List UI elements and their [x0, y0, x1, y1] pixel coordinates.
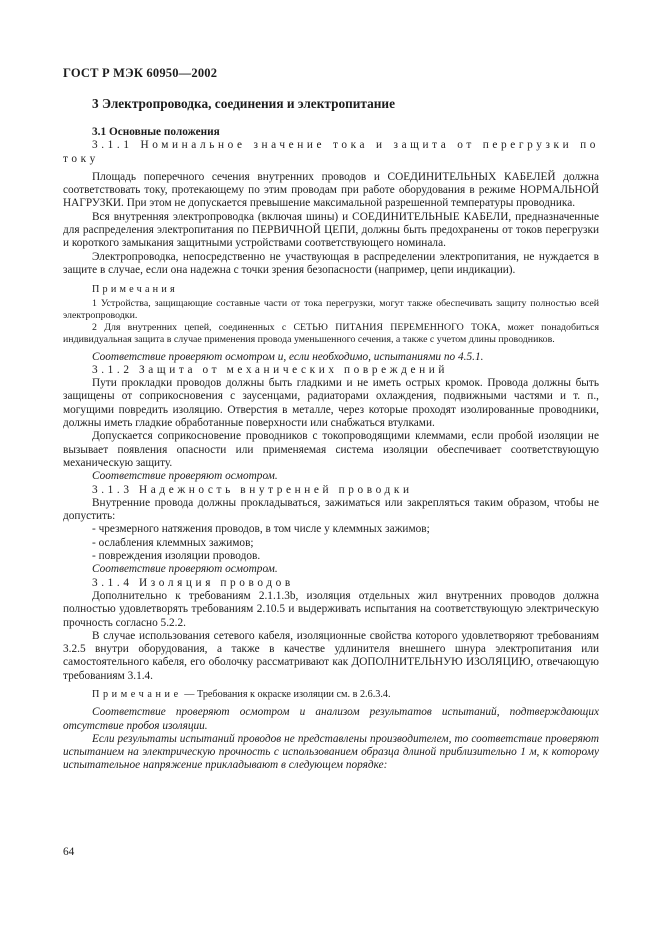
compliance-statement: Если результаты испытаний проводов не представлены производителем, то соответствие проверяют испытанием на электрическую прочность с использованием образца длиной приблизительно 1 м, к которому испытательное напряжение прикладывают в следующем порядке: — [63, 732, 599, 772]
compliance-statement: Соответствие проверяют осмотром и, если необходимо, испытаниями по 4.5.1. — [92, 350, 484, 363]
compliance-statement: Соответствие проверяют осмотром. — [92, 470, 278, 483]
document-header: ГОСТ Р МЭК 60950—2002 — [63, 66, 218, 80]
document-body — [63, 96, 599, 773]
paragraph: Вся внутренняя электропроводка (включая шины) и СОЕДИНИТЕЛЬНЫЕ КАБЕЛИ, предназначенные для распределения электропитания по ПЕРВИЧНОЙ ЦЕПИ, должны быть предохранены от токов перегрузки и короткого замыкания защитными устройствами соответствующего номинала. — [63, 210, 599, 250]
paragraph: Дополнительно к требованиям 2.1.1.3b, изоляция отдельных жил внутренних проводов должна полностью удовлетворять требованиям 2.10.5 и выдерживать испытания на соответствующую электрическую прочность согласно 5.2.2. — [63, 589, 599, 629]
clause-heading-3-1-3: 3.1.3 Надежность внутренней проводки — [92, 483, 413, 496]
paragraph: Электропроводка, непосредственно не участвующая в распределении электропитания, не нуждается в защите в случае, если она надежна с точки зрения безопасности (например, цепи индикации). — [63, 250, 599, 276]
document-page — [63, 0, 599, 936]
list-item: - чрезмерного натяжения проводов, в том числе у клеммных зажимов; — [92, 523, 430, 536]
clause-heading-3-1-2: 3.1.2 Защита от механических повреждений — [92, 363, 449, 376]
note-label: Примечание — [92, 688, 182, 700]
note-item: 2 Для внутренних цепей, соединенных с СЕТЬЮ ПИТАНИЯ ПЕРЕМЕННОГО ТОКА, может понадобиться индивидуальная защита в случае применения провода уменьшенного сечения, а также с учетом длины проводников. — [63, 321, 599, 345]
notes-title: Примечания — [92, 284, 178, 296]
paragraph: Внутренние провода должны прокладываться, зажиматься или закрепляться таким образом, чтобы не допустить: — [63, 496, 599, 523]
note-item: 1 Устройства, защищающие составные части от тока перегрузки, могут также обеспечивать защиту полностью всей электропроводки. — [63, 297, 599, 321]
note-line — [63, 688, 599, 701]
compliance-statement: Соответствие проверяют осмотром. — [92, 563, 278, 576]
subsection-title-3-1: 3.1 Основные положения — [92, 126, 220, 138]
paragraph: Площадь поперечного сечения внутренних проводов и СОЕДИНИТЕЛЬНЫХ КАБЕЛЕЙ должна соответствовать току, протекающему по этим проводам при работе оборудования в режиме НОРМАЛЬНОЙ НАГРУЗКИ. При этом не допускается превышение максимальной разрешенной температуры проводника. — [63, 170, 599, 210]
list-item: - ослабления клеммных зажимов; — [92, 536, 254, 549]
clause-heading-3-1-1: 3.1.1 Номинальное значение тока и защита от перегрузки по току — [63, 139, 599, 165]
paragraph: Пути прокладки проводов должны быть гладкими и не иметь острых кромок. Провода должны быть защищены от соприкосновения с заусенцами, радиаторами охлаждения, подвижными частями и т. п., могущими повредить изоляцию. Отверстия в металле, через которые проходят изолированные проводники, должны иметь гладкие обработанные поверхности или снабжаться втулками. — [63, 377, 599, 430]
compliance-statement: Соответствие проверяют осмотром и анализом результатов испытаний, подтверждающих отсутствие пробоя изоляции. — [63, 706, 599, 732]
clause-heading-3-1-4: 3.1.4 Изоляция проводов — [92, 576, 294, 589]
paragraph: Допускается соприкосновение проводников с токопроводящими клеммами, если пробой изоляции не вызывает появления опасности или применяемая система изоляции обеспечивает соответствующую механическую защиту. — [63, 430, 599, 469]
page-number: 64 — [63, 846, 75, 858]
list-item: - повреждения изоляции проводов. — [92, 550, 261, 563]
section-title: 3 Электропроводка, соединения и электропитание — [92, 96, 395, 111]
paragraph: В случае использования сетевого кабеля, изоляционные свойства которого удовлетворяют требованиям 3.2.5 внутри оборудования, а также в качестве удлинителя внешнего шнура электропитания или самостоятельного кабеля, его оболочку рассматривают как ДОПОЛНИТЕЛЬНУЮ ИЗОЛЯЦИЮ, отвечающую требованиям 3.1.4. — [63, 629, 599, 682]
note-text: — Требования к окраске изоляции см. в 2.6.3.4. — [181, 688, 391, 700]
